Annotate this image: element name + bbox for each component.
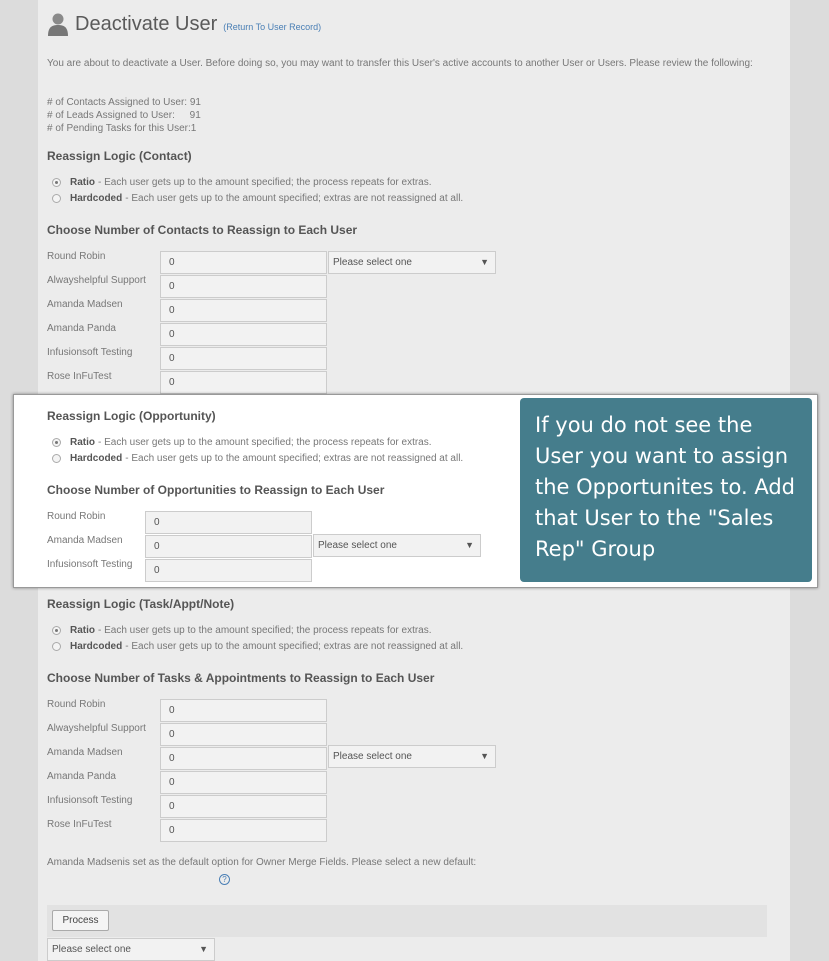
task-count-input[interactable]: 0 — [160, 771, 327, 794]
hardcoded-label: Hardcoded — [70, 641, 123, 652]
contacts-count: 91 — [189, 97, 201, 108]
task-ratio-option[interactable] — [52, 625, 432, 636]
ratio-label: Ratio — [70, 177, 95, 188]
ratio-label: Ratio — [70, 437, 95, 448]
dropdown-caret-icon: ▼ — [480, 257, 489, 267]
select-value: Please select one — [333, 257, 412, 268]
contacts-count-label: # of Contacts Assigned to User: — [47, 97, 188, 108]
dropdown-caret-icon: ▼ — [465, 540, 474, 550]
hardcoded-desc: - Each user gets up to the amount specified; extras are not reassigned at all. — [125, 641, 464, 652]
dropdown-caret-icon: ▼ — [480, 751, 489, 761]
contact-count-input[interactable]: 0 — [160, 371, 327, 394]
default-owner-text: Amanda Madsenis set as the default option for Owner Merge Fields. Please select a new default: — [47, 857, 477, 868]
opportunity-count-input[interactable]: 0 — [145, 559, 312, 582]
opportunity-ratio-option[interactable] — [52, 437, 432, 448]
contact-row-label: Round Robin — [47, 251, 106, 262]
contact-count-input[interactable]: 0 — [160, 275, 327, 298]
task-row-label: Amanda Madsen — [47, 747, 123, 758]
opportunity-count-input[interactable]: 0 — [145, 511, 312, 534]
ratio-desc: - Each user gets up to the amount specified; the process repeats for extras. — [98, 625, 432, 636]
task-row-label: Rose InFuTest — [47, 819, 112, 830]
task-row-label: Alwayshelpful Support — [47, 723, 146, 734]
opportunity-choose-heading: Choose Number of Opportunities to Reassign to Each User — [47, 483, 385, 497]
leads-count-label: # of Leads Assigned to User: — [47, 110, 175, 121]
contact-row-label: Amanda Panda — [47, 323, 116, 334]
contact-hardcoded-option[interactable] — [52, 193, 463, 204]
contact-choose-heading: Choose Number of Contacts to Reassign to Each User — [47, 223, 358, 237]
dropdown-caret-icon: ▼ — [199, 944, 208, 954]
stats-block — [47, 96, 201, 135]
contact-count-input[interactable]: 0 — [160, 347, 327, 370]
task-hardcoded-option[interactable] — [52, 641, 463, 652]
radio-unchecked-icon[interactable] — [52, 454, 61, 463]
task-row-label: Infusionsoft Testing — [47, 795, 133, 806]
contact-logic-heading: Reassign Logic (Contact) — [47, 149, 192, 163]
process-button[interactable]: Process — [52, 910, 109, 931]
radio-unchecked-icon[interactable] — [52, 642, 61, 651]
task-count-input[interactable]: 0 — [160, 723, 327, 746]
task-count-input[interactable]: 0 — [160, 819, 327, 842]
contact-ratio-option[interactable] — [52, 177, 432, 188]
task-count-input[interactable]: 0 — [160, 699, 327, 722]
task-round-robin-select[interactable] — [328, 745, 496, 768]
contact-row-label: Amanda Madsen — [47, 299, 123, 310]
hardcoded-desc: - Each user gets up to the amount specified; extras are not reassigned at all. — [125, 193, 464, 204]
task-logic-heading: Reassign Logic (Task/Appt/Note) — [47, 597, 235, 611]
radio-checked-icon[interactable] — [52, 178, 61, 187]
footer-bar — [47, 905, 767, 937]
opportunity-hardcoded-option[interactable] — [52, 453, 463, 464]
contact-round-robin-select[interactable] — [328, 251, 496, 274]
tasks-count-label: # of Pending Tasks for this User: — [47, 123, 191, 134]
radio-checked-icon[interactable] — [52, 438, 61, 447]
user-icon — [47, 12, 69, 36]
task-count-input[interactable]: 0 — [160, 795, 327, 818]
task-row-label: Round Robin — [47, 699, 106, 710]
contact-count-input[interactable]: 0 — [160, 299, 327, 322]
intro-text: You are about to deactivate a User. Before doing so, you may want to transfer this User's active accounts to another User or Users. Please review the following: — [47, 58, 753, 69]
tasks-count: 1 — [190, 123, 197, 134]
hardcoded-label: Hardcoded — [70, 193, 123, 204]
contact-row-label: Infusionsoft Testing — [47, 347, 133, 358]
contact-count-input[interactable]: 0 — [160, 323, 327, 346]
opportunity-row-label: Infusionsoft Testing — [47, 559, 133, 570]
select-value: Please select one — [333, 751, 412, 762]
page-header — [47, 12, 321, 36]
hardcoded-desc: - Each user gets up to the amount specified; extras are not reassigned at all. — [125, 453, 464, 464]
opportunity-round-robin-select[interactable] — [313, 534, 481, 557]
contact-row-label: Alwayshelpful Support — [47, 275, 146, 286]
select-value: Please select one — [318, 540, 397, 551]
help-icon[interactable]: ? — [219, 874, 230, 885]
opportunity-count-input[interactable]: 0 — [145, 535, 312, 558]
radio-checked-icon[interactable] — [52, 626, 61, 635]
leads-count: 91 — [189, 110, 201, 121]
help-callout: If you do not see the User you want to assign the Opportunites to. Add that User to the "Sales Rep" Group — [520, 398, 812, 582]
task-choose-heading: Choose Number of Tasks & Appointments to Reassign to Each User — [47, 671, 435, 685]
opportunity-row-label: Amanda Madsen — [47, 535, 123, 546]
ratio-desc: - Each user gets up to the amount specified; the process repeats for extras. — [98, 437, 432, 448]
default-owner-select[interactable] — [47, 938, 215, 961]
radio-unchecked-icon[interactable] — [52, 194, 61, 203]
opportunity-row-label: Round Robin — [47, 511, 106, 522]
opportunity-logic-heading: Reassign Logic (Opportunity) — [47, 409, 216, 423]
return-to-user-link[interactable]: (Return To User Record) — [223, 22, 322, 32]
task-row-label: Amanda Panda — [47, 771, 116, 782]
ratio-desc: - Each user gets up to the amount specified; the process repeats for extras. — [98, 177, 432, 188]
contact-count-input[interactable]: 0 — [160, 251, 327, 274]
select-value: Please select one — [52, 944, 131, 955]
ratio-label: Ratio — [70, 625, 95, 636]
page-title: Deactivate User — [75, 13, 218, 35]
task-count-input[interactable]: 0 — [160, 747, 327, 770]
contact-row-label: Rose InFuTest — [47, 371, 112, 382]
hardcoded-label: Hardcoded — [70, 453, 123, 464]
